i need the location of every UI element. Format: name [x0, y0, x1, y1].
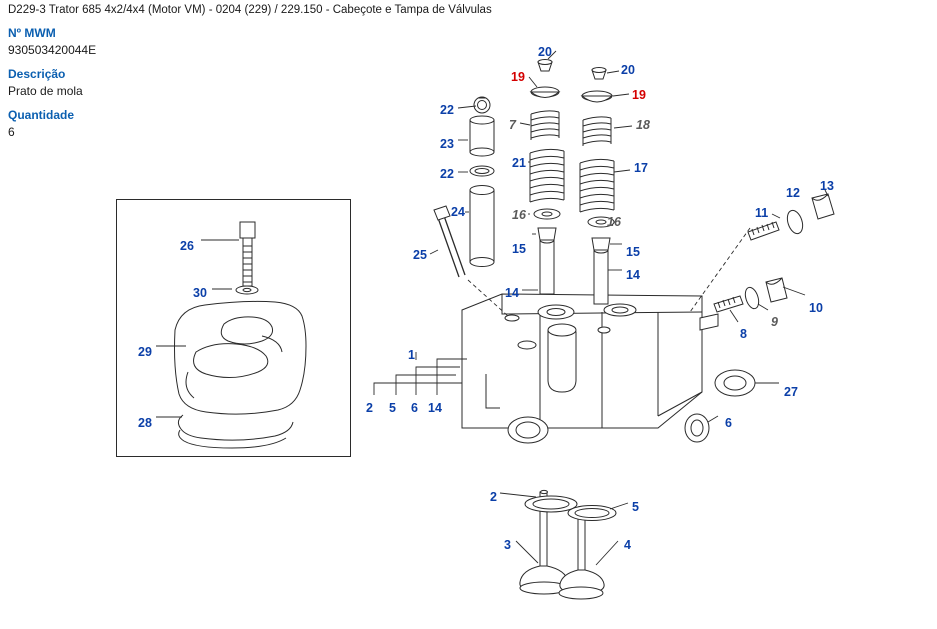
callout-17[interactable]: 17	[634, 161, 648, 175]
valves-group	[520, 490, 616, 599]
valve-springs-group	[530, 111, 614, 212]
callout-16[interactable]: 16	[512, 208, 526, 222]
callout-25[interactable]: 25	[413, 248, 427, 262]
sleeves-group	[434, 97, 494, 277]
callout-3[interactable]: 3	[504, 538, 511, 552]
callout-28[interactable]: 28	[138, 416, 152, 430]
callout-15[interactable]: 15	[626, 245, 640, 259]
callout-24[interactable]: 24	[451, 205, 465, 219]
callout-5[interactable]: 5	[389, 401, 396, 415]
mwm-number-value: 930503420044E	[8, 43, 97, 57]
callout-2[interactable]: 2	[366, 401, 373, 415]
callout-1[interactable]: 1	[408, 348, 415, 362]
description-value: Prato de mola	[8, 84, 83, 98]
callout-9[interactable]: 9	[771, 315, 778, 329]
callout-12[interactable]: 12	[786, 186, 800, 200]
quantity-label: Quantidade	[8, 108, 75, 122]
callout-7[interactable]: 7	[509, 118, 516, 132]
callout-14[interactable]: 14	[428, 401, 442, 415]
callout-11[interactable]: 11	[755, 206, 769, 220]
quantity-value: 6	[8, 125, 15, 139]
callout-15[interactable]: 15	[512, 242, 526, 256]
callout-6[interactable]: 6	[411, 401, 418, 415]
callout-20[interactable]: 20	[538, 45, 552, 59]
callout-26[interactable]: 26	[180, 239, 194, 253]
valve-cover-group	[156, 222, 306, 448]
description-label: Descrição	[8, 67, 66, 81]
callout-16[interactable]: 16	[607, 215, 621, 229]
callout-4[interactable]: 4	[624, 538, 631, 552]
cylinder-head-body	[462, 294, 718, 443]
callout-23[interactable]: 23	[440, 137, 454, 151]
breadcrumb: D229-3 Trator 685 4x2/4x4 (Motor VM) - 0204 (229) / 229.150 - Cabeçote e Tampa de Válvulas	[8, 4, 492, 16]
valve-guides-group	[534, 209, 614, 304]
callout-14[interactable]: 14	[626, 268, 640, 282]
callout-19[interactable]: 19	[511, 70, 525, 84]
callout-13[interactable]: 13	[820, 179, 834, 193]
mwm-number-label: Nº MWM	[8, 26, 56, 40]
callout-22[interactable]: 22	[440, 167, 454, 181]
callout-20[interactable]: 20	[621, 63, 635, 77]
retainers-group	[531, 60, 612, 103]
callout-5[interactable]: 5	[632, 500, 639, 514]
callout-29[interactable]: 29	[138, 345, 152, 359]
callout-19[interactable]: 19	[632, 88, 646, 102]
callout-6[interactable]: 6	[725, 416, 732, 430]
callout-22[interactable]: 22	[440, 103, 454, 117]
callout-8[interactable]: 8	[740, 327, 747, 341]
callout-2[interactable]: 2	[490, 490, 497, 504]
callout-10[interactable]: 10	[809, 301, 823, 315]
callout-30[interactable]: 30	[193, 286, 207, 300]
callout-14[interactable]: 14	[505, 286, 519, 300]
callout-27[interactable]: 27	[784, 385, 798, 399]
callout-21[interactable]: 21	[512, 156, 526, 170]
callout-18[interactable]: 18	[636, 118, 650, 132]
